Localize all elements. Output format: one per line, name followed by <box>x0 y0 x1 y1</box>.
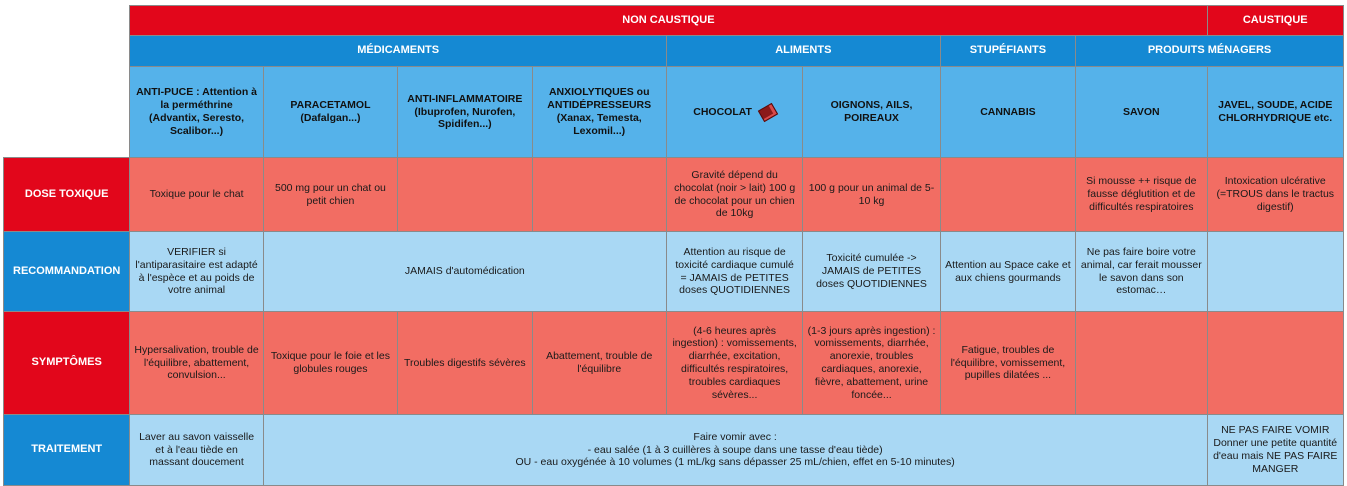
dose-cell-anxiolytiques <box>532 158 666 232</box>
column-header-anti-puce: ANTI-PUCE : Attention à la perméthrine (Advantix, Seresto, Scalibor...) <box>130 67 263 158</box>
corner-blank <box>4 36 130 67</box>
sym-cell-savon <box>1076 312 1207 415</box>
column-header-javel: JAVEL, SOUDE, ACIDE CHLORHYDRIQUE etc. <box>1207 67 1343 158</box>
sym-cell-anti-puce: Hypersalivation, trouble de l'équilibre, abattement, convulsion... <box>130 312 263 415</box>
non-caustique-header: NON CAUSTIQUE <box>130 6 1207 36</box>
row-header-symptomes: SYMPTÔMES <box>4 312 130 415</box>
rec-cell-chocolat: Attention au risque de toxicité cardiaque cumulé = JAMAIS de PETITES doses QUOTIDIENNES <box>666 232 802 312</box>
trt-general-line-1: Faire vomir avec : <box>693 430 777 443</box>
caustique-header: CAUSTIQUE <box>1207 6 1343 36</box>
sym-cell-chocolat: (4-6 heures après ingestion) : vomissements, diarrhée, excitation, difficultés respiratoires, troubles cardiaques sévères... <box>666 312 802 415</box>
corner-blank <box>4 67 130 158</box>
rec-cell-medicaments: JAMAIS d'automédication <box>263 232 666 312</box>
trt-cell-javel: NE PAS FAIRE VOMIR Donner une petite quantité d'eau mais NE PAS FAIRE MANGER <box>1207 415 1343 486</box>
trt-cell-general <box>263 415 1207 486</box>
sym-cell-paracetamol: Toxique pour le foie et les globules rouges <box>263 312 397 415</box>
sym-cell-oignons: (1-3 jours après ingestion) : vomissements, diarrhée, anorexie, troubles cardiaques, anorexie, fièvre, abattement, urine foncée... <box>803 312 940 415</box>
column-header-cannabis: CANNABIS <box>940 67 1075 158</box>
column-header-anxiolytiques: ANXIOLYTIQUES ou ANTIDÉPRESSEURS (Xanax, Temesta, Lexomil...) <box>532 67 666 158</box>
sym-cell-cannabis: Fatigue, troubles de l'équilibre, vomissement, pupilles dilatées ... <box>940 312 1075 415</box>
trt-general-line-3: OU - eau oxygénée à 10 volumes (1 mL/kg sans dépasser 25 mL/chien, effet en 5-10 minutes) <box>515 456 955 469</box>
dose-cell-paracetamol: 500 mg pour un chat ou petit chien <box>263 158 397 232</box>
trt-general-line-2: - eau salée (1 à 3 cuillères à soupe dans une tasse d'eau tiède) <box>587 443 883 456</box>
rec-cell-javel <box>1207 232 1343 312</box>
column-header-savon: SAVON <box>1076 67 1207 158</box>
category-aliments: ALIMENTS <box>666 36 940 67</box>
dose-cell-cannabis <box>940 158 1075 232</box>
rec-cell-oignons: Toxicité cumulée -> JAMAIS de PETITES doses QUOTIDIENNES <box>803 232 940 312</box>
dose-cell-anti-inflammatoire <box>398 158 532 232</box>
category-produits-menagers: PRODUITS MÉNAGERS <box>1076 36 1344 67</box>
rec-cell-anti-puce: VERIFIER si l'antiparasitaire est adapté à l'espèce et au poids de votre animal <box>130 232 263 312</box>
rec-cell-savon: Ne pas faire boire votre animal, car ferait mousser le savon dans son estomac… <box>1076 232 1207 312</box>
sym-cell-anxiolytiques: Abattement, trouble de l'équilibre <box>532 312 666 415</box>
category-medicaments: MÉDICAMENTS <box>130 36 667 67</box>
corner-blank <box>4 6 130 36</box>
rec-cell-cannabis: Attention au Space cake et aux chiens gourmands <box>940 232 1075 312</box>
row-header-dose-toxique: DOSE TOXIQUE <box>4 158 130 232</box>
row-header-recommandation: RECOMMANDATION <box>4 232 130 312</box>
column-header-paracetamol: PARACETAMOL (Dafalgan...) <box>263 67 397 158</box>
column-header-anti-inflammatoire: ANTI-INFLAMMATOIRE (Ibuprofen, Nurofen, Spidifen...) <box>398 67 532 158</box>
dose-cell-anti-puce: Toxique pour le chat <box>130 158 263 232</box>
chocolate-icon <box>758 102 778 121</box>
row-header-traitement: TRAITEMENT <box>4 415 130 486</box>
category-stupefiants: STUPÉFIANTS <box>940 36 1075 67</box>
dose-cell-chocolat: Gravité dépend du chocolat (noir > lait) 100 g de chocolat pour un chien de 10kg <box>666 158 802 232</box>
sym-cell-javel <box>1207 312 1343 415</box>
toxicity-table <box>3 5 1344 486</box>
dose-cell-oignons: 100 g pour un animal de 5-10 kg <box>803 158 940 232</box>
column-header-oignons: OIGNONS, AILS, POIREAUX <box>803 67 940 158</box>
column-header-chocolat-label: CHOCOLAT <box>693 105 752 118</box>
trt-cell-anti-puce: Laver au savon vaisselle et à l'eau tiède en massant doucement <box>130 415 263 486</box>
sym-cell-anti-inflammatoire: Troubles digestifs sévères <box>398 312 532 415</box>
dose-cell-javel: Intoxication ulcérative (=TROUS dans le tractus digestif) <box>1207 158 1343 232</box>
dose-cell-savon: Si mousse ++ risque de fausse déglutition et de difficultés respiratoires <box>1076 158 1207 232</box>
column-header-chocolat <box>666 67 802 158</box>
